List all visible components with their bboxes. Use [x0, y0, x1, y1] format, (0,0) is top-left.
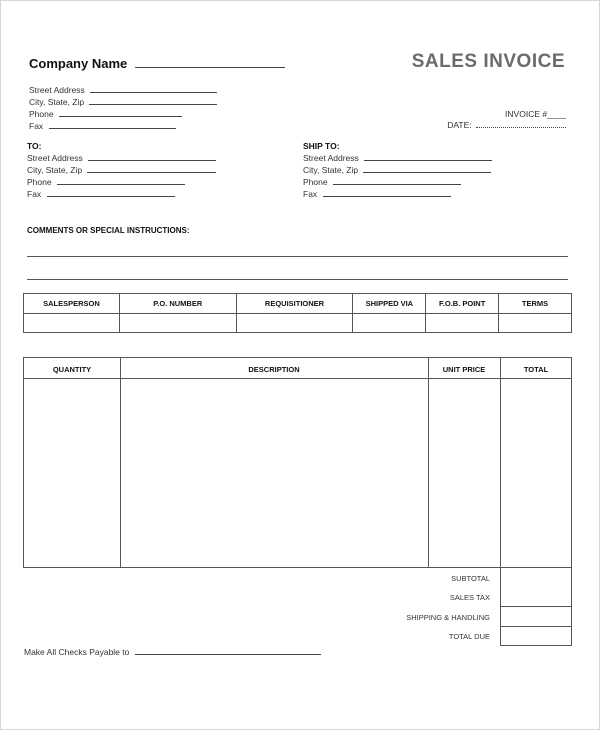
comments-line-2[interactable] — [27, 279, 568, 280]
to-fax-line — [47, 196, 175, 197]
to-street-line — [88, 160, 216, 161]
order-header-row — [24, 294, 572, 314]
ship-to-phone-line — [333, 184, 461, 185]
quantity-header: QUANTITY — [52, 365, 92, 374]
totals-box — [500, 568, 572, 646]
shipping-handling-label: SHIPPING & HANDLING — [406, 613, 490, 622]
line-items-table — [23, 357, 572, 568]
total-due-value[interactable] — [501, 627, 571, 645]
company-name-label: Company Name — [29, 56, 128, 71]
description-header: DESCRIPTION — [248, 365, 300, 374]
ship-to-street-line — [364, 160, 492, 161]
total-due-label: TOTAL DUE — [448, 632, 490, 641]
salesperson-cell[interactable] — [24, 314, 120, 333]
sales-tax-label: SALES TAX — [449, 593, 490, 602]
to-city-field[interactable] — [27, 165, 216, 175]
ship-to-fax-line — [323, 196, 451, 197]
po-number-header: P.O. NUMBER — [119, 294, 236, 314]
to-phone-line — [57, 184, 185, 185]
quantity-column-cell[interactable] — [24, 379, 120, 567]
requisitioner-cell[interactable] — [236, 314, 353, 333]
company-name-line — [135, 67, 285, 68]
terms-cell[interactable] — [499, 314, 572, 333]
shipped-via-cell[interactable] — [353, 314, 426, 333]
unit-price-column-cell[interactable] — [429, 379, 500, 567]
fob-point-cell[interactable] — [426, 314, 499, 333]
requisitioner-header: REQUISITIONER — [236, 294, 353, 314]
to-phone-field[interactable] — [27, 177, 185, 187]
order-details-table — [23, 293, 572, 333]
to-city-line — [87, 172, 216, 173]
to-fax-label: Fax — [27, 189, 42, 199]
company-city-line — [89, 104, 217, 105]
invoice-date-field[interactable] — [447, 120, 566, 130]
unit-price-header: UNIT PRICE — [442, 365, 486, 374]
total-header: TOTAL — [523, 365, 549, 374]
ship-to-city-label: City, State, Zip — [303, 165, 359, 175]
company-fax-field[interactable] — [29, 121, 176, 131]
terms-header: TERMS — [499, 294, 572, 314]
company-city-field[interactable] — [29, 97, 217, 107]
shipped-via-header: SHIPPED VIA — [353, 294, 426, 314]
ship-to-street-label: Street Address — [303, 153, 359, 163]
invoice-date-line — [476, 127, 566, 128]
company-street-label: Street Address — [29, 85, 85, 95]
checks-payable-line — [135, 654, 321, 655]
ship-to-street-field[interactable] — [303, 153, 492, 163]
company-street-field[interactable] — [29, 85, 217, 95]
ship-to-phone-field[interactable] — [303, 177, 461, 187]
invoice-date-label: DATE: — [447, 120, 472, 130]
company-city-label: City, State, Zip — [29, 97, 85, 107]
totals-divider-1 — [501, 606, 571, 607]
description-column-cell[interactable] — [121, 379, 428, 567]
total-column-cell[interactable] — [501, 379, 572, 567]
fob-point-header: F.O.B. POINT — [426, 294, 499, 314]
comments-line-1[interactable] — [27, 256, 568, 257]
company-fax-line — [49, 128, 176, 129]
ship-to-phone-label: Phone — [303, 177, 328, 187]
company-phone-field[interactable] — [29, 109, 182, 119]
po-number-cell[interactable] — [119, 314, 236, 333]
ship-to-city-field[interactable] — [303, 165, 491, 175]
subtotal-label: SUBTOTAL — [451, 574, 490, 583]
company-street-line — [90, 92, 217, 93]
checks-payable-label: Make All Checks Payable to — [24, 647, 130, 657]
invoice-number-label: INVOICE #____ — [505, 109, 566, 119]
comments-label: COMMENTS OR SPECIAL INSTRUCTIONS: — [27, 226, 190, 235]
to-fax-field[interactable] — [27, 189, 175, 199]
order-value-row — [24, 314, 572, 333]
invoice-title: SALES INVOICE — [411, 51, 565, 72]
company-phone-label: Phone — [29, 109, 54, 119]
ship-to-heading: SHIP TO: — [303, 141, 340, 151]
to-street-field[interactable] — [27, 153, 216, 163]
invoice-number-field[interactable] — [505, 109, 566, 119]
to-street-label: Street Address — [27, 153, 83, 163]
to-heading: TO: — [27, 141, 42, 151]
subtotal-value[interactable] — [501, 568, 571, 606]
to-phone-label: Phone — [27, 177, 52, 187]
ship-to-fax-label: Fax — [303, 189, 318, 199]
company-phone-line — [59, 116, 182, 117]
salesperson-header: SALESPERSON — [24, 294, 120, 314]
company-name-field[interactable] — [29, 56, 285, 71]
ship-to-city-line — [363, 172, 491, 173]
company-fax-label: Fax — [29, 121, 44, 131]
to-city-label: City, State, Zip — [27, 165, 83, 175]
ship-to-fax-field[interactable] — [303, 189, 451, 199]
checks-payable-field[interactable] — [24, 647, 321, 657]
